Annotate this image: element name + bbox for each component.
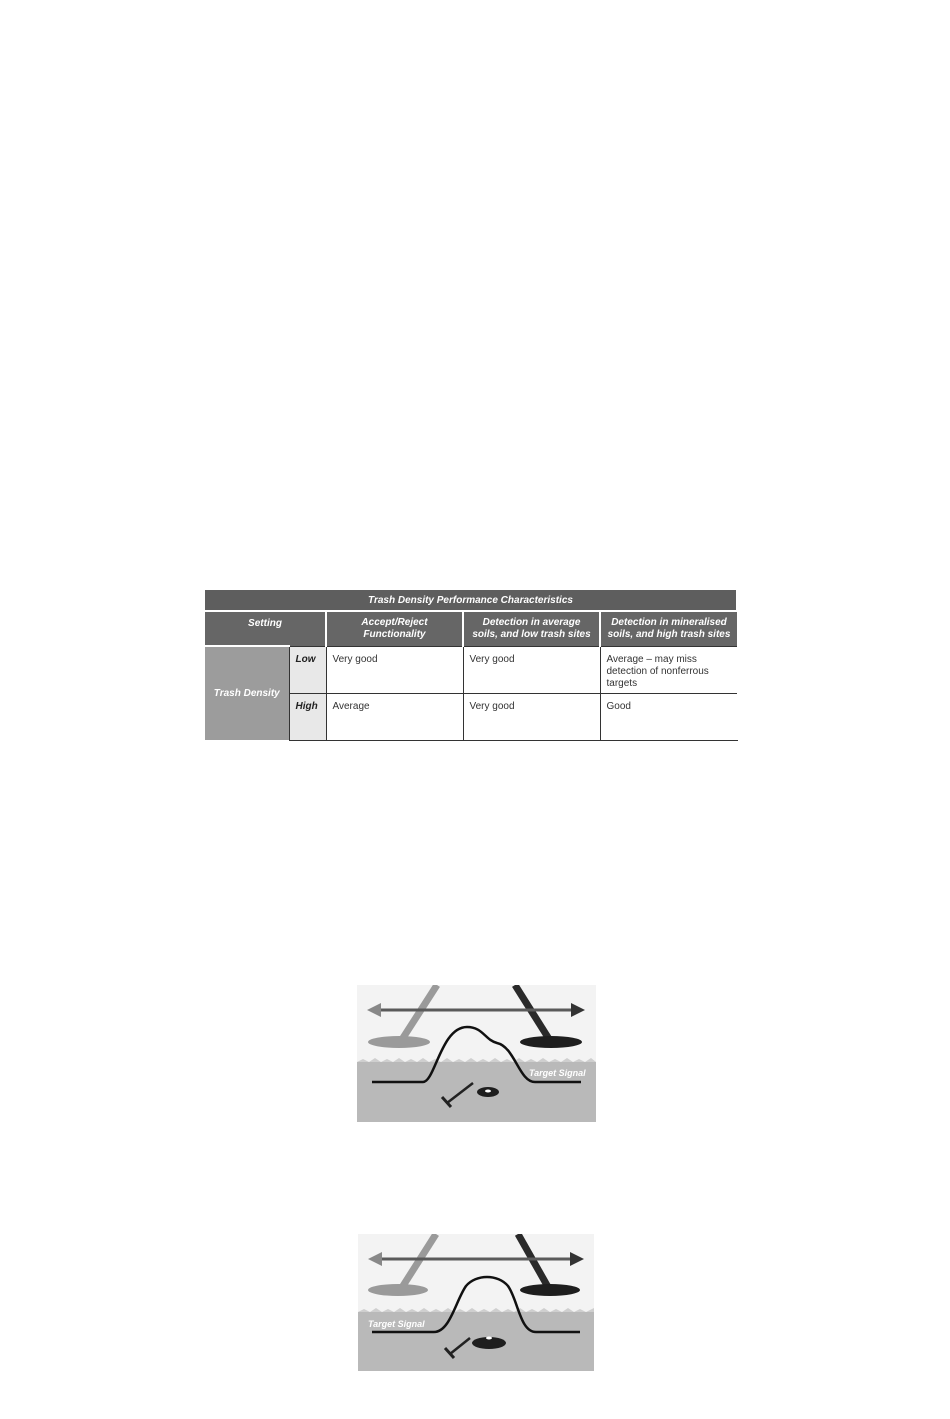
header-accept-reject-line2: Functionality: [363, 628, 426, 640]
header-mineralised-soils-line1: Detection in mineralised: [611, 616, 727, 628]
table-header-row: [205, 611, 737, 646]
header-accept-reject-line1: Accept/Reject: [361, 616, 428, 628]
trash-density-table: [205, 590, 738, 741]
cell-low-mineralised: [600, 646, 737, 693]
detector-sweep-illustration-2: [358, 1234, 594, 1371]
header-setting: Setting: [205, 611, 326, 646]
target-signal-label: Target Signal: [529, 1068, 586, 1078]
detector-coil-faded-icon: [368, 1036, 430, 1048]
header-mineralised-soils-line2: soils, and high trash sites: [607, 628, 731, 640]
table-title: Trash Density Performance Characteristics: [205, 590, 737, 611]
cell-low-accept-reject: Very good: [326, 646, 463, 693]
coin-highlight: [485, 1090, 491, 1093]
setting-high: High: [289, 693, 326, 740]
cell-high-average-soils: Very good: [463, 693, 600, 740]
detector-sweep-illustration-1: [357, 985, 596, 1122]
header-average-soils: [463, 611, 600, 646]
detector-coil-icon: [520, 1036, 582, 1048]
coin-highlight: [486, 1337, 492, 1340]
target-signal-label: Target Signal: [368, 1319, 425, 1329]
header-mineralised-soils: [600, 611, 737, 646]
cell-low-mineralised-line1: Average – may miss: [606, 653, 697, 665]
table-title-row: [205, 590, 737, 611]
cell-low-average-soils: Very good: [463, 646, 600, 693]
header-average-soils-line2: soils, and low trash sites: [472, 628, 591, 640]
header-average-soils-line1: Detection in average: [482, 616, 581, 628]
cell-low-mineralised-line3: targets: [606, 677, 638, 689]
group-label-trash-density: Trash Density: [205, 646, 289, 740]
setting-low: Low: [289, 646, 326, 693]
cell-low-mineralised-line2: detection of nonferrous: [606, 665, 709, 677]
header-accept-reject: [326, 611, 463, 646]
cell-high-accept-reject: Average: [326, 693, 463, 740]
detector-coil-faded-icon: [368, 1284, 428, 1296]
cell-high-mineralised: Good: [600, 693, 737, 740]
detector-coil-icon: [520, 1284, 580, 1296]
table-row: [205, 646, 737, 693]
